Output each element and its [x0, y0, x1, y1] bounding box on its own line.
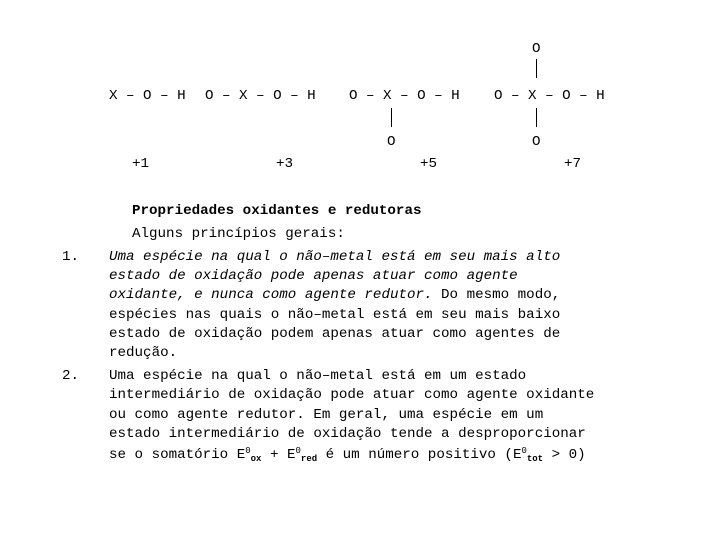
structure-2-formula: O – X – O – H	[205, 88, 316, 104]
section-subtitle: Alguns princípios gerais:	[132, 226, 345, 242]
structure-3-bottom-oxygen: O	[387, 134, 396, 150]
item-1-line-6: redução.	[109, 345, 178, 361]
structure-4-bond-down	[536, 108, 537, 127]
structure-4-formula: O – X – O – H	[494, 88, 605, 104]
item-2-line-1: Uma espécie na qual o não–metal está em um estado	[109, 368, 527, 384]
structure-4-bottom-oxygen: O	[532, 134, 541, 150]
item-1-line-4: espécies nas quais o não–metal está em seu mais baixo	[109, 307, 561, 323]
structure-4-bond-up	[536, 59, 537, 78]
structure-1-formula: X – O – H	[109, 88, 186, 104]
item-1-number: 1.	[62, 249, 80, 265]
structure-1-charge: +1	[132, 156, 150, 172]
structure-4-charge: +7	[564, 156, 582, 172]
item-2-line-3: ou como agente redutor. Em geral, uma espécie em um	[109, 407, 544, 423]
structure-3-bond-down	[391, 108, 392, 127]
item-1-line-2: estado de oxidação pode apenas atuar como agente	[109, 268, 518, 284]
item-2-formula-line: se o somatório $E^0_{ox} + E^0_{red}$ é um número positivo $(E^0_{tot} > 0)$	[109, 446, 586, 464]
item-1-line-1: Uma espécie na qual o não–metal está em seu mais alto	[109, 249, 561, 265]
item-1-line-5: estado de oxidação podem apenas atuar como agentes de	[109, 326, 561, 342]
item-1-line-3: oxidante, e nunca como agente redutor. Do mesmo modo,	[109, 287, 561, 303]
structure-3-charge: +5	[420, 156, 438, 172]
structure-4-top-oxygen: O	[532, 41, 541, 57]
section-title: Propriedades oxidantes e redutoras	[132, 203, 422, 219]
item-2-line-4: estado intermediário de oxidação tende a desproporcionar	[109, 426, 586, 442]
structure-3-formula: O – X – O – H	[349, 88, 460, 104]
item-2-number: 2.	[62, 368, 80, 384]
item-2-line-2: intermediário de oxidação pode atuar como agente oxidante	[109, 387, 595, 403]
structure-2-charge: +3	[276, 156, 294, 172]
